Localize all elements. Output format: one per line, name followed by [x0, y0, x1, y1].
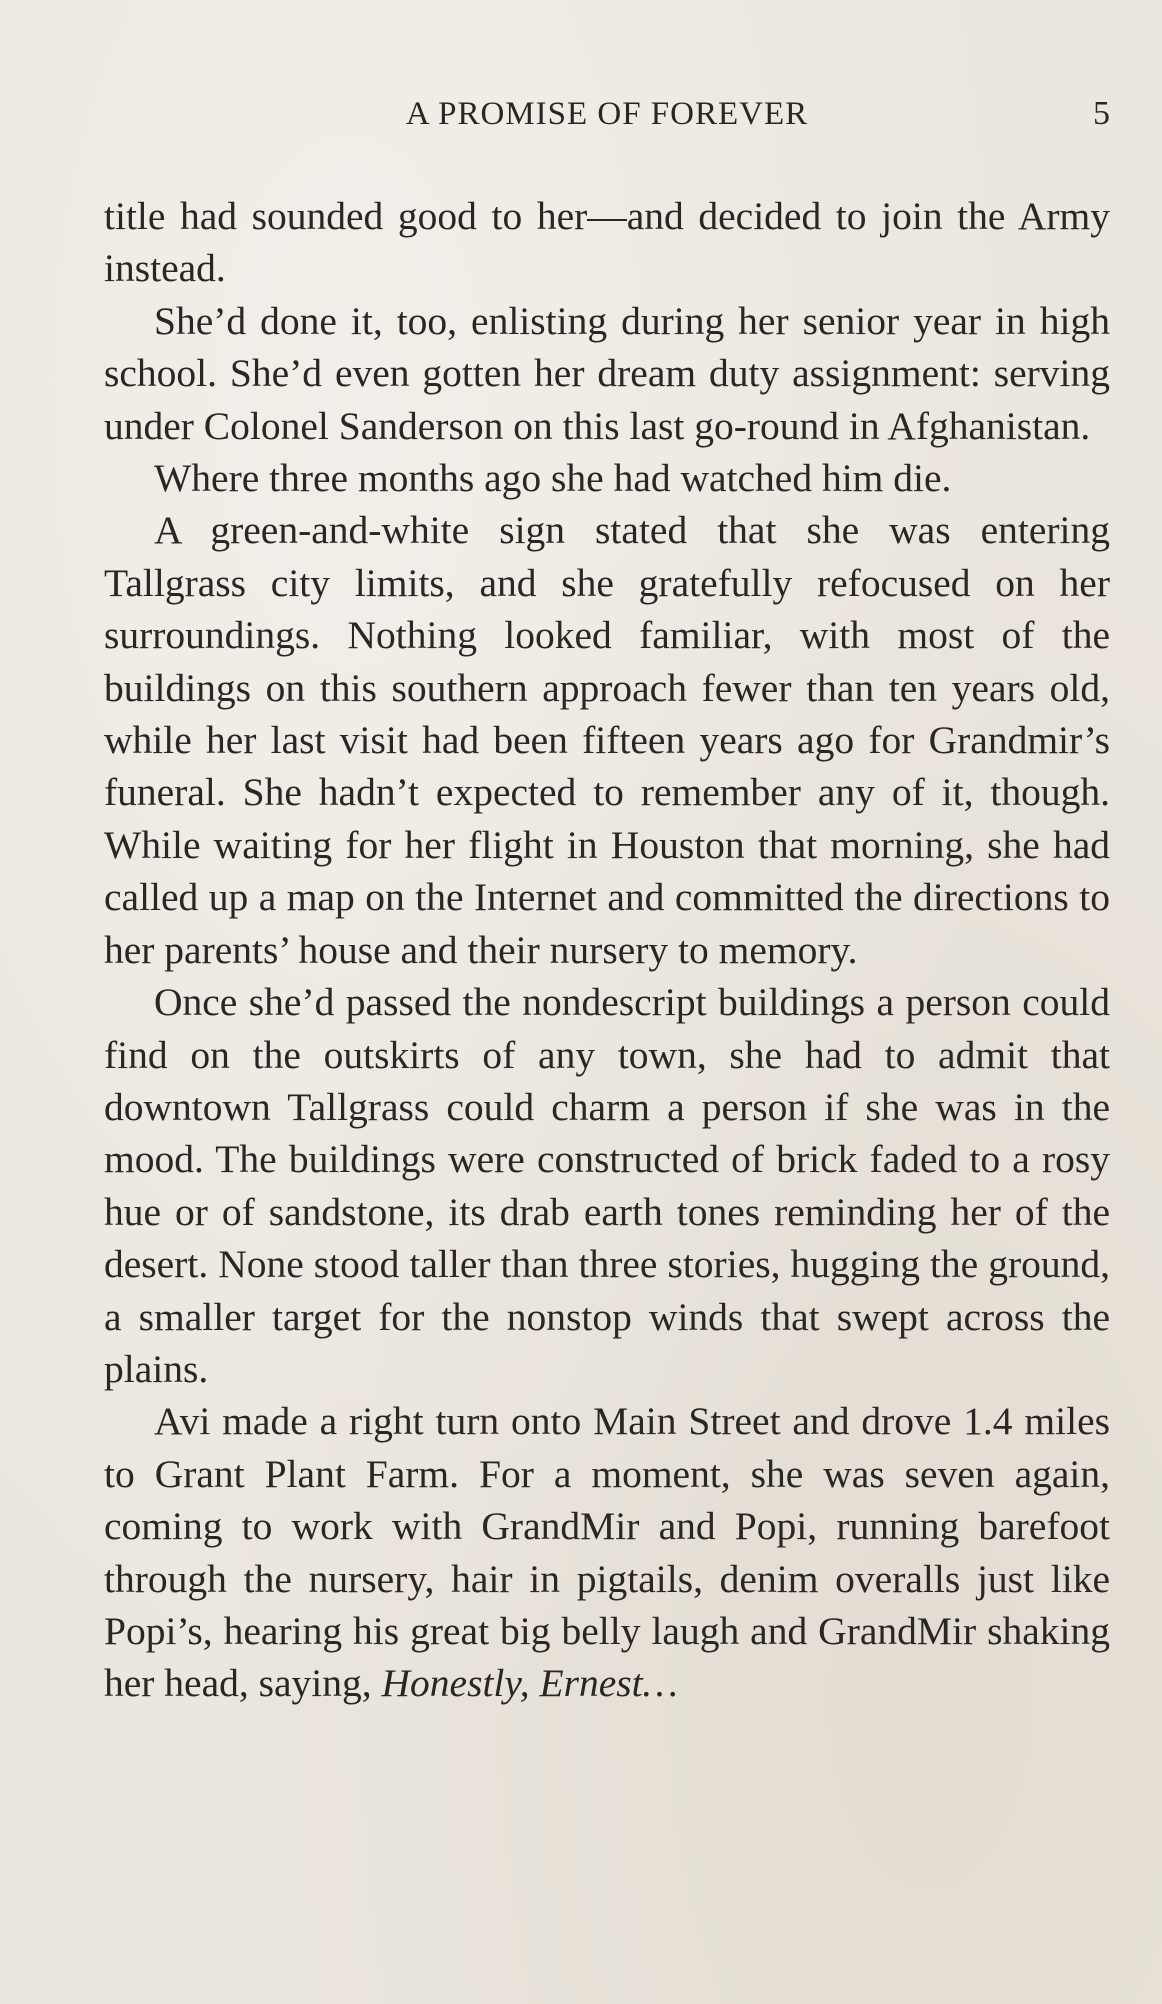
paragraph-5: Once she’d passed the nondescript buildings a person could find on the outskirts of any town, she had to admit that downtown Tallgrass could charm a person if she was in the mood. The buildings were constructed of brick faded to a rosy hue or of sandstone, its drab earth tones reminding her of the desert. None stood taller than three stories, hugging the ground, a smaller target for the nonstop winds that swept across the plains.: [104, 980, 1110, 1391]
paragraph-6-italic: Honestly, Ernest…: [381, 1661, 678, 1706]
paragraph-4: A green-and-white sign stated that she was entering Tallgrass city limits, and she gratefully refocused on her surroundings. Nothing looked familiar, with most of the buildings on this southern approach fewer than ten years old, while her last visit had been fifteen years ago for Grandmir’s funeral. She hadn’t expected to remember any of it, though. While waiting for her flight in Houston that morning, she had called up a map on the Internet and committed the directions to her parents’ house and their nursery to memory.: [104, 508, 1110, 972]
paragraph-3: Where three months ago she had watched him die.: [154, 456, 952, 501]
paragraph-6: [104, 1395, 1110, 1709]
body-text: [104, 190, 1110, 1710]
running-title: A PROMISE OF FOREVER: [405, 96, 809, 132]
paragraph-6-text: Avi made a right turn onto Main Street and drove 1.4 miles to Grant Plant Farm. For a moment, she was seven again, coming to work with GrandMir and Popi, running barefoot through the nursery, hair in pigtails, denim overalls just like Popi’s, hearing his great big belly laugh and GrandMir shaking her head, saying,: [104, 1399, 1110, 1706]
paragraph-2: She’d done it, too, enlisting during her senior year in high school. She’d even gotten her dream duty assignment: serving under Colonel Sanderson on this last go-round in Afghanistan.: [104, 298, 1110, 448]
paragraph-1: title had sounded good to her—and decided to join the Army instead.: [104, 194, 1110, 291]
page-number: 5: [1093, 95, 1110, 132]
running-head: [104, 92, 1110, 136]
